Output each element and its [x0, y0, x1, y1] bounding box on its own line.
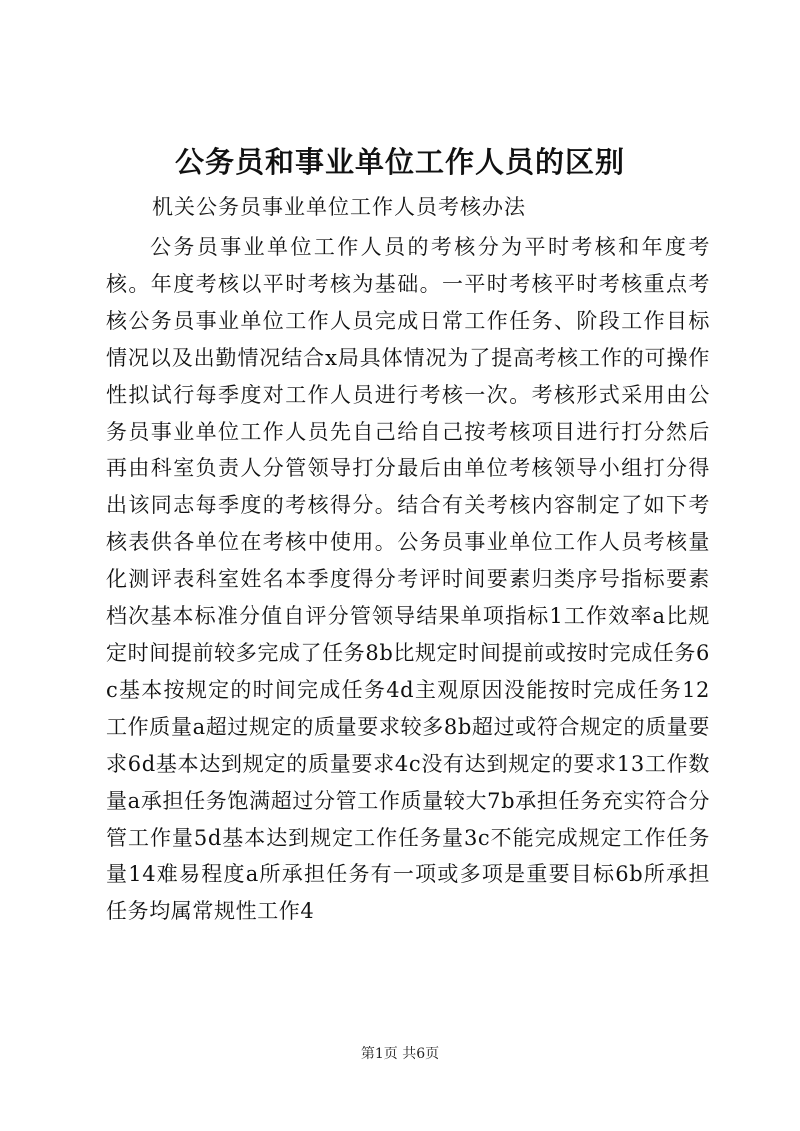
document-title: 公务员和事业单位工作人员的区别	[174, 145, 625, 179]
page-footer: 第1页 共6页	[360, 1046, 440, 1062]
document-subtitle: 机关公务员事业单位工作人员考核办法	[152, 195, 526, 219]
document-body: 公务员事业单位工作人员的考核分为平时考核和年度考核。年度考核以平时考核为基础。一平时考核平时考核重点考核公务员事业单位工作人员完成日常工作任务、阶段工作目标情况以及出勤情况结合x局具体情况为了提高考核工作的可操作性拟试行每季度对工作人员进行考核一次。考核形式采用由公务员事业单位工作人员先自己给自己按考核项目进行打分然后再由科室负责人分管领导打分最后由单位考核领导小组打分得出该同志每季度的考核得分。结合有关考核内容制定了如下考核表供各单位在考核中使用。公务员事业单位工作人员考核量化测评表科室姓名本季度得分考评时间要素归类序号指标要素档次基本标准分值自评分管领导结果单项指标1工作效率a比规定时间提前较多完成了任务8b比规定时间提前或按时完成任务6c基本按规定的时间完成任务4d主观原因没能按时完成任务12工作质量a超过规定的质量要求较多8b超过或符合规定的质量要求6d基本达到规定的质量要求4c没有达到规定的要求13工作数量a承担任务饱满超过分管工作质量较大7b承担任务充实符合分管工作量5d基本达到规定工作任务量3c不能完成规定工作任务量14难易程度a所承担任务有一项或多项是重要目标6b所承担任务均属常规性工作4	[106, 235, 710, 924]
